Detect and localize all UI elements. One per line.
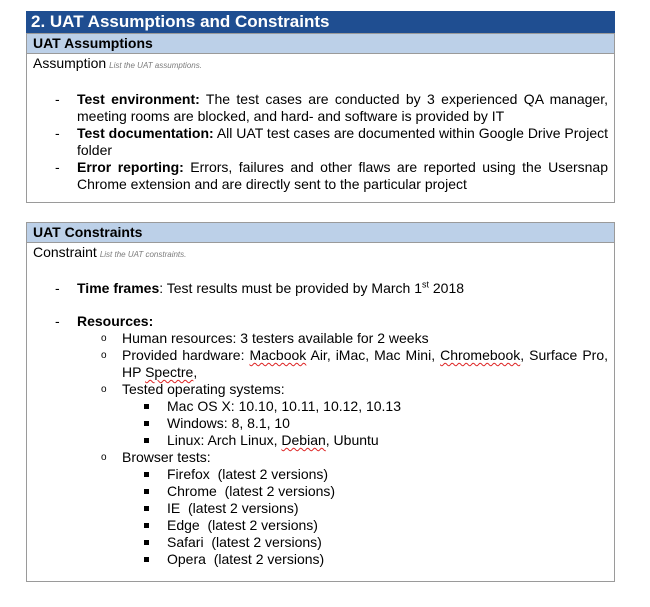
list-item: [27, 432, 614, 449]
dash-bullet: -: [55, 159, 60, 175]
item-text: Chrome (latest 2 versions): [167, 483, 336, 499]
browser-list: [27, 466, 614, 568]
item-text: Air, iMac, Mac Mini,: [306, 347, 441, 363]
list-item: [27, 517, 614, 534]
dash-bullet: -: [55, 280, 60, 296]
constraints-list: [27, 280, 614, 297]
constraint-label: Constraint: [33, 244, 97, 260]
assumptions-table: [26, 33, 615, 203]
os-sublist: [27, 398, 614, 449]
browser-sublist: [27, 449, 614, 466]
dash-bullet: -: [55, 313, 60, 329]
item-text: Errors, failures and other flaws are reported using the Usersnap Chrome extension and are directly sent to the particular project: [77, 159, 609, 192]
list-item: [27, 500, 614, 517]
circle-bullet: o: [101, 452, 107, 463]
constraints-table: [26, 222, 615, 582]
item-text: Windows: 8, 8.1, 10: [167, 415, 290, 431]
item-text: , Ubuntu: [325, 432, 379, 448]
item-text: Tested operating systems:: [122, 381, 285, 397]
list-item: [27, 91, 614, 125]
list-item: [27, 330, 614, 347]
item-text: Browser tests:: [122, 449, 211, 465]
spellcheck-word: Macbook: [249, 347, 307, 363]
list-item: [27, 466, 614, 483]
item-text: Linux: Arch Linux,: [167, 432, 282, 448]
assumption-hint: List the UAT assumptions.: [109, 61, 202, 70]
square-bullet: [144, 540, 149, 545]
list-item: [27, 483, 614, 500]
dash-bullet: -: [55, 125, 60, 141]
square-bullet: [144, 489, 149, 494]
resources-list: [27, 313, 614, 330]
square-bullet: [144, 438, 149, 443]
spellcheck-word: Spectre: [145, 364, 194, 380]
list-item: [27, 398, 614, 415]
item-term: Time frames: [77, 280, 160, 296]
circle-bullet: o: [101, 384, 107, 395]
item-text: Human resources: 3 testers available for 2 weeks: [122, 330, 429, 346]
square-bullet: [144, 421, 149, 426]
item-text: , Surface Pro, HP: [122, 347, 609, 380]
item-term: Test documentation:: [77, 125, 214, 141]
constraint-hint: List the UAT constraints.: [99, 250, 187, 259]
item-text: Firefox (latest 2 versions): [167, 466, 329, 482]
item-text: Edge (latest 2 versions): [167, 517, 318, 533]
list-item: [27, 449, 614, 466]
circle-bullet: o: [101, 333, 107, 344]
item-text: Safari (latest 2 versions): [167, 534, 322, 550]
list-item: [27, 415, 614, 432]
list-item: [27, 125, 614, 159]
item-text-end: 2018: [429, 280, 465, 296]
dash-bullet: -: [55, 91, 60, 107]
spellcheck-word: Debian: [281, 432, 326, 448]
item-text: Mac OS X: 10.10, 10.11, 10.12, 10.13: [167, 398, 402, 414]
constraints-heading: UAT Constraints: [27, 223, 614, 243]
ordinal-suffix: st: [421, 279, 429, 290]
assumption-label: Assumption: [33, 55, 107, 71]
list-item: [27, 313, 614, 330]
item-text: Provided hardware:: [122, 347, 250, 363]
constraints-intro: [27, 243, 614, 264]
list-item: [27, 159, 614, 193]
assumptions-heading: UAT Assumptions: [27, 34, 614, 54]
circle-bullet: o: [101, 350, 107, 361]
list-item: [27, 347, 614, 381]
square-bullet: [144, 506, 149, 511]
item-text: IE (latest 2 versions): [167, 500, 299, 516]
item-term: Resources:: [77, 313, 154, 329]
section-title: 2. UAT Assumptions and Constraints: [26, 11, 615, 33]
list-item: [27, 551, 614, 568]
item-text: The test cases are conducted by 3 experienced QA manager, meeting rooms are blocked, and hard- and software is provided by IT: [77, 91, 609, 124]
item-text: ,: [193, 364, 198, 380]
square-bullet: [144, 557, 149, 562]
item-text: Opera (latest 2 versions): [167, 551, 325, 567]
item-term: Test environment:: [77, 91, 200, 107]
item-text: All UAT test cases are documented within Google Drive Project folder: [77, 125, 608, 158]
spellcheck-word: Chromebook: [440, 347, 521, 363]
assumptions-list: [27, 91, 614, 193]
item-text: : Test results must be provided by March 1: [159, 280, 422, 296]
list-item: [27, 381, 614, 398]
assumptions-intro: [27, 54, 614, 75]
square-bullet: [144, 523, 149, 528]
square-bullet: [144, 472, 149, 477]
list-item: [27, 534, 614, 551]
item-term: Error reporting:: [77, 159, 184, 175]
square-bullet: [144, 404, 149, 409]
resources-sublist: [27, 330, 614, 398]
list-item: [27, 280, 614, 297]
